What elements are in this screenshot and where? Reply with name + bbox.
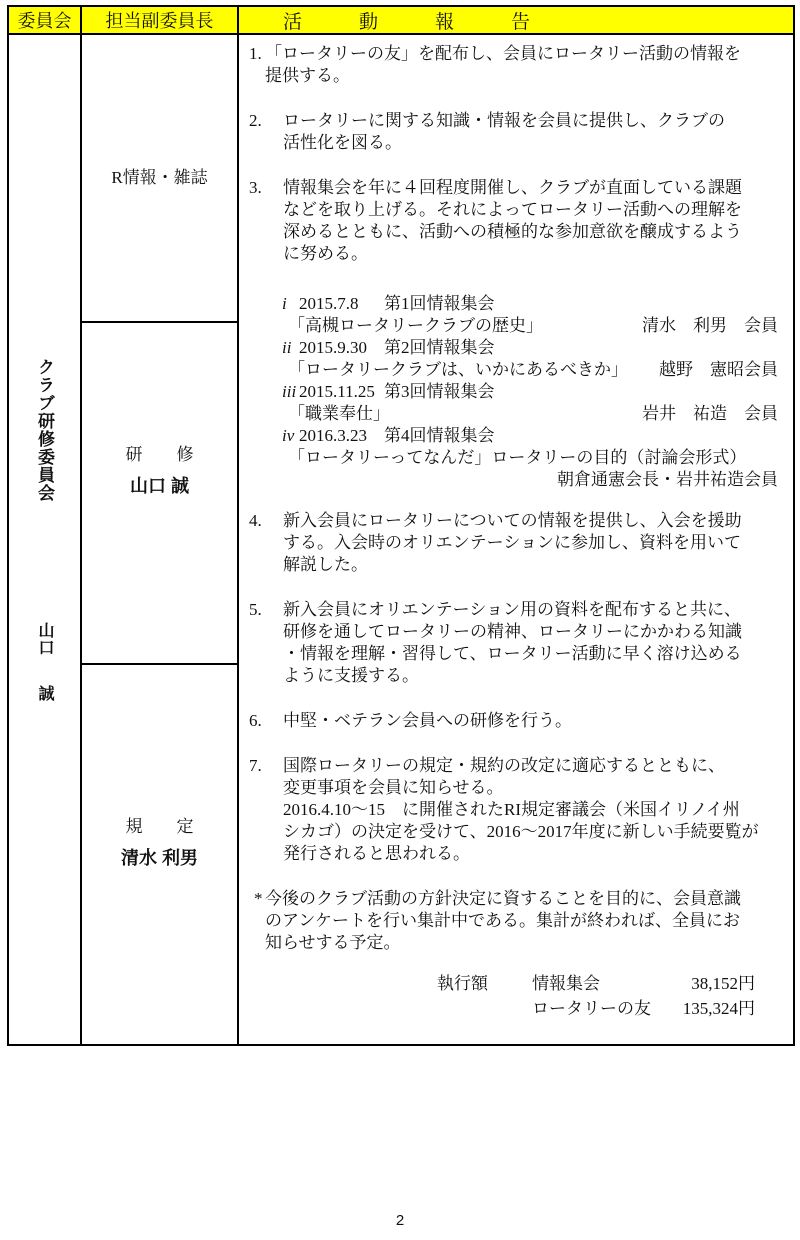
- note-text: [265, 888, 778, 954]
- text-line: ロータリーに関する知識・情報を会員に提供し、クラブの: [283, 111, 725, 130]
- report-item: [249, 510, 778, 576]
- meeting-topic: 「高槻ロータリークラブの歴史」: [288, 316, 543, 335]
- expense-amount: 38,152円: [691, 974, 755, 993]
- text-line: 活性化を図る。: [283, 133, 402, 152]
- meeting-detail: [288, 359, 778, 381]
- item-number: 1.: [249, 44, 262, 63]
- meeting-speaker: 清水 利男 会員: [642, 316, 778, 335]
- meeting-speaker: 朝倉通憲会長・岩井祐造会員: [557, 470, 778, 489]
- text-line: 深めるとともに、活動への積極的な参加意欲を醸成するよう: [283, 222, 742, 241]
- meeting-title: 第2回情報集会: [384, 338, 495, 357]
- subcommittee-role: 規 定: [125, 817, 194, 836]
- expense-row: [437, 971, 755, 996]
- report-item: [249, 599, 778, 687]
- information-meetings-list: [282, 293, 778, 491]
- subcommittee-cell-rules: [82, 665, 237, 1044]
- text-line: 新入会員にオリエンテーション用の資料を配布すると共に、: [283, 600, 741, 619]
- item-number: 6.: [249, 711, 262, 730]
- meeting-topic: 「ロータリーってなんだ」ロータリーの目的（討論会形式）: [288, 448, 747, 467]
- text-line: 変更事項を会員に知らせる。: [283, 778, 504, 797]
- item-text: [283, 599, 778, 687]
- meeting-topic: 「ロータリークラブは、いかにあるべきか」: [288, 360, 628, 379]
- item-number: 4.: [249, 511, 262, 530]
- text-line: 情報集会を年に４回程度開催し、クラブが直面している課題: [283, 178, 742, 197]
- text-line: 解説した。: [283, 555, 368, 574]
- committee-chair-given-name: 誠: [36, 685, 53, 702]
- text-line: 知らせする予定。: [265, 933, 401, 952]
- meeting-entry: [282, 425, 778, 447]
- expenses-summary: [437, 971, 755, 1021]
- expense-row: [437, 996, 755, 1021]
- item-number: 2.: [249, 111, 262, 130]
- item-number: 7.: [249, 756, 262, 775]
- text-line: 今後のクラブ活動の方針決定に資することを目的に、会員意識: [265, 889, 741, 908]
- header-cell-vice-chair: 担当副委員長: [82, 7, 239, 33]
- text-line: ように支援する。: [283, 666, 419, 685]
- item-text: [283, 755, 778, 865]
- text-line: ・情報を理解・習得して、ロータリー活動に早く溶け込める: [283, 644, 742, 663]
- meeting-marker: ii: [282, 338, 292, 357]
- report-item: [249, 755, 778, 865]
- meeting-entry: [282, 293, 778, 315]
- item-number: 5.: [249, 600, 262, 619]
- table-header-row: [9, 7, 793, 35]
- meeting-entry: [282, 337, 778, 359]
- item-number: 3.: [249, 178, 262, 197]
- meeting-marker: iii: [282, 382, 297, 401]
- committee-name-vertical: クラブ研修委員会: [35, 358, 54, 502]
- meeting-speaker: 越野 憲昭会員: [659, 360, 778, 379]
- text-line: に努める。: [283, 244, 368, 263]
- item-text: [283, 177, 778, 265]
- meeting-marker: i: [282, 294, 287, 313]
- table-body: [9, 35, 793, 1044]
- vice-chair-column: [82, 35, 239, 1044]
- meeting-marker: iv: [282, 426, 295, 445]
- text-line: 提供する。: [265, 66, 350, 85]
- text-line: 国際ロータリーの規定・規約の改定に適応するとともに、: [283, 756, 725, 775]
- note-marker: *: [254, 889, 263, 908]
- subcommittee-cell-r-information: [82, 35, 237, 323]
- expense-item: 情報集会: [532, 974, 600, 993]
- text-line: シカゴ）の決定を受けて、2016～2017年度に新しい手続要覧が: [283, 822, 759, 841]
- note-item: [249, 888, 778, 954]
- meeting-entry: [282, 381, 778, 403]
- subcommittee-chair-name: 清水 利男: [120, 848, 198, 868]
- text-line: のアンケートを行い集計中である。集計が終われば、全員にお: [265, 911, 740, 930]
- header-cell-activity-report: 活 動 報 告: [283, 11, 550, 33]
- meeting-title: 第1回情報集会: [384, 294, 495, 313]
- expense-label: 執行額: [437, 974, 488, 993]
- committee-column: [9, 35, 82, 1044]
- text-line: 「ロータリーの友」を配布し、会員にロータリー活動の情報を: [265, 44, 741, 63]
- meeting-detail: [288, 403, 778, 425]
- meeting-date: 2015.7.8: [299, 294, 359, 313]
- header-cell-committee: 委員会: [9, 7, 82, 33]
- meeting-date: 2015.11.25: [299, 382, 375, 401]
- subcommittee-role: R情報・雑誌: [111, 168, 208, 187]
- report-item: [249, 710, 778, 732]
- subcommittee-role: 研 修: [125, 445, 194, 464]
- activity-report-table: [7, 5, 795, 1046]
- text-line: 2016.4.10～15 に開催されたRI規定審議会（米国イリノイ州: [283, 800, 740, 819]
- expense-label: [437, 996, 532, 1021]
- item-text: [283, 710, 778, 732]
- report-item: [249, 43, 778, 87]
- report-item: [249, 110, 778, 154]
- text-line: などを取り上げる。それによってロータリー活動への理解を: [283, 200, 742, 219]
- expense-amount: 135,324円: [682, 999, 755, 1018]
- subcommittee-cell-training: [82, 323, 237, 665]
- item-text: [265, 43, 778, 87]
- meeting-date: 2015.9.30: [299, 338, 367, 357]
- activity-report-content: [239, 35, 793, 1044]
- text-line: する。入会時のオリエンテーションに参加し、資料を用いて: [283, 533, 741, 552]
- report-item: [249, 177, 778, 265]
- item-text: [283, 510, 778, 576]
- meeting-speaker: 岩井 祐造 会員: [642, 404, 778, 423]
- meeting-detail: [288, 447, 778, 469]
- text-line: 研修を通してロータリーの精神、ロータリーにかかわる知識: [283, 622, 742, 641]
- item-text: [283, 110, 778, 154]
- meeting-topic: 「職業奉仕」: [288, 404, 390, 423]
- meeting-detail: [288, 469, 778, 491]
- committee-chair-surname: 山口: [36, 622, 53, 656]
- subcommittee-chair-name: 山口 誠: [129, 476, 189, 496]
- meeting-detail: [288, 315, 778, 337]
- meeting-title: 第4回情報集会: [384, 426, 495, 445]
- meeting-date: 2016.3.23: [299, 426, 367, 445]
- text-line: 新入会員にロータリーについての情報を提供し、入会を援助: [283, 511, 742, 530]
- text-line: 中堅・ベテラン会員への研修を行う。: [283, 711, 572, 730]
- meeting-title: 第3回情報集会: [384, 382, 495, 401]
- page-number: 2: [395, 1212, 405, 1229]
- text-line: 発行されると思われる。: [283, 844, 470, 863]
- expense-item: ロータリーの友: [532, 999, 651, 1018]
